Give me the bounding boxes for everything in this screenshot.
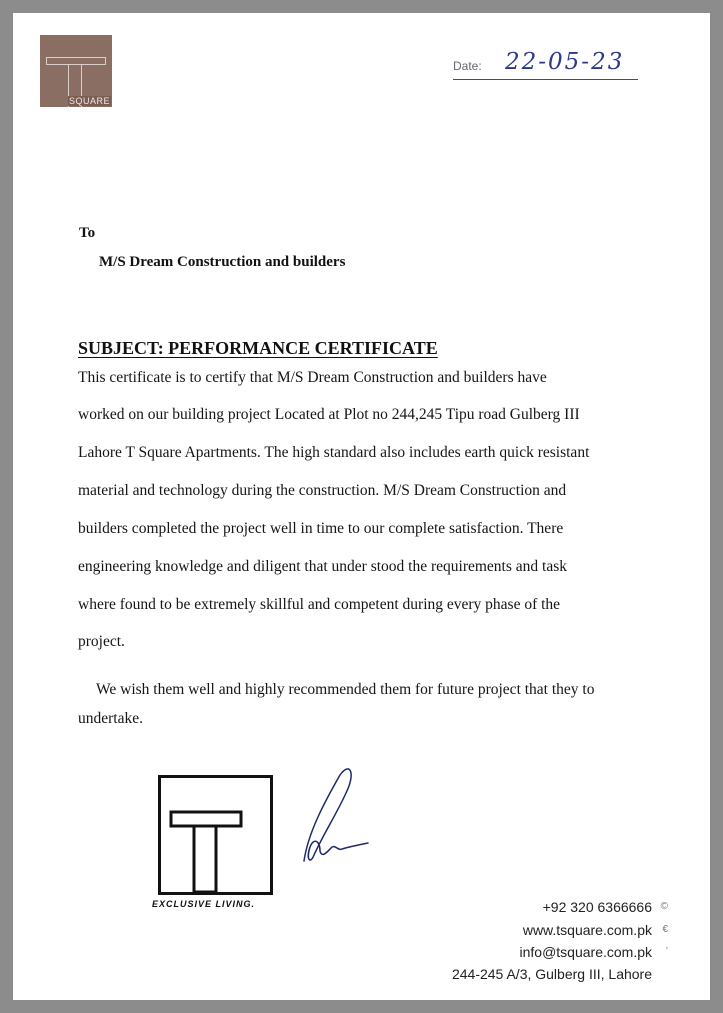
logo-t-bar xyxy=(46,57,106,65)
body-line: Lahore T Square Apartments. The high standard also includes earth quick resistant xyxy=(78,444,590,461)
tsquare-logo xyxy=(40,35,112,107)
signature xyxy=(296,763,386,873)
logo-text: SQUARE xyxy=(68,96,110,106)
body-line: project. xyxy=(78,633,125,650)
date-field xyxy=(453,49,638,80)
contact-address: 244-245 A/3, Gulberg III, Lahore xyxy=(451,966,652,982)
closing-line: undertake. xyxy=(78,710,143,727)
recipient-name: M/S Dream Construction and builders xyxy=(99,254,346,270)
body-line: worked on our building project Located at Plot no 244,245 Tipu road Gulberg III xyxy=(78,406,580,423)
company-stamp xyxy=(158,775,273,895)
to-label: To xyxy=(79,225,96,241)
contact-website: www.tsquare.com.pk xyxy=(522,922,652,938)
contact-email: info@tsquare.com.pk xyxy=(519,944,652,960)
stamp-text: EXCLUSIVE LIVING. xyxy=(152,899,256,909)
body-line: builders completed the project well in time to our complete satisfaction. There xyxy=(78,520,564,537)
body-line: engineering knowledge and diligent that under stood the requirements and task xyxy=(78,558,567,575)
subject-heading: SUBJECT: PERFORMANCE CERTIFICATE xyxy=(78,338,438,358)
edge-mark: ’ xyxy=(665,946,668,957)
date-label: Date: xyxy=(453,59,482,73)
edge-mark: © xyxy=(660,901,668,912)
body-line: This certificate is to certify that M/S Dream Construction and builders have xyxy=(78,369,547,386)
closing-line: We wish them well and highly recommended them for future project that they to xyxy=(96,681,595,698)
date-value: 22-05-23 xyxy=(505,49,625,75)
certificate-page xyxy=(13,13,710,1000)
body-line: material and technology during the construction. M/S Dream Construction and xyxy=(78,482,567,499)
contact-phone: +92 320 6366666 xyxy=(542,899,652,915)
stamp-t-icon xyxy=(161,778,270,892)
body-line: where found to be extremely skillful and competent during every phase of the xyxy=(78,596,561,613)
edge-mark: € xyxy=(662,924,668,935)
